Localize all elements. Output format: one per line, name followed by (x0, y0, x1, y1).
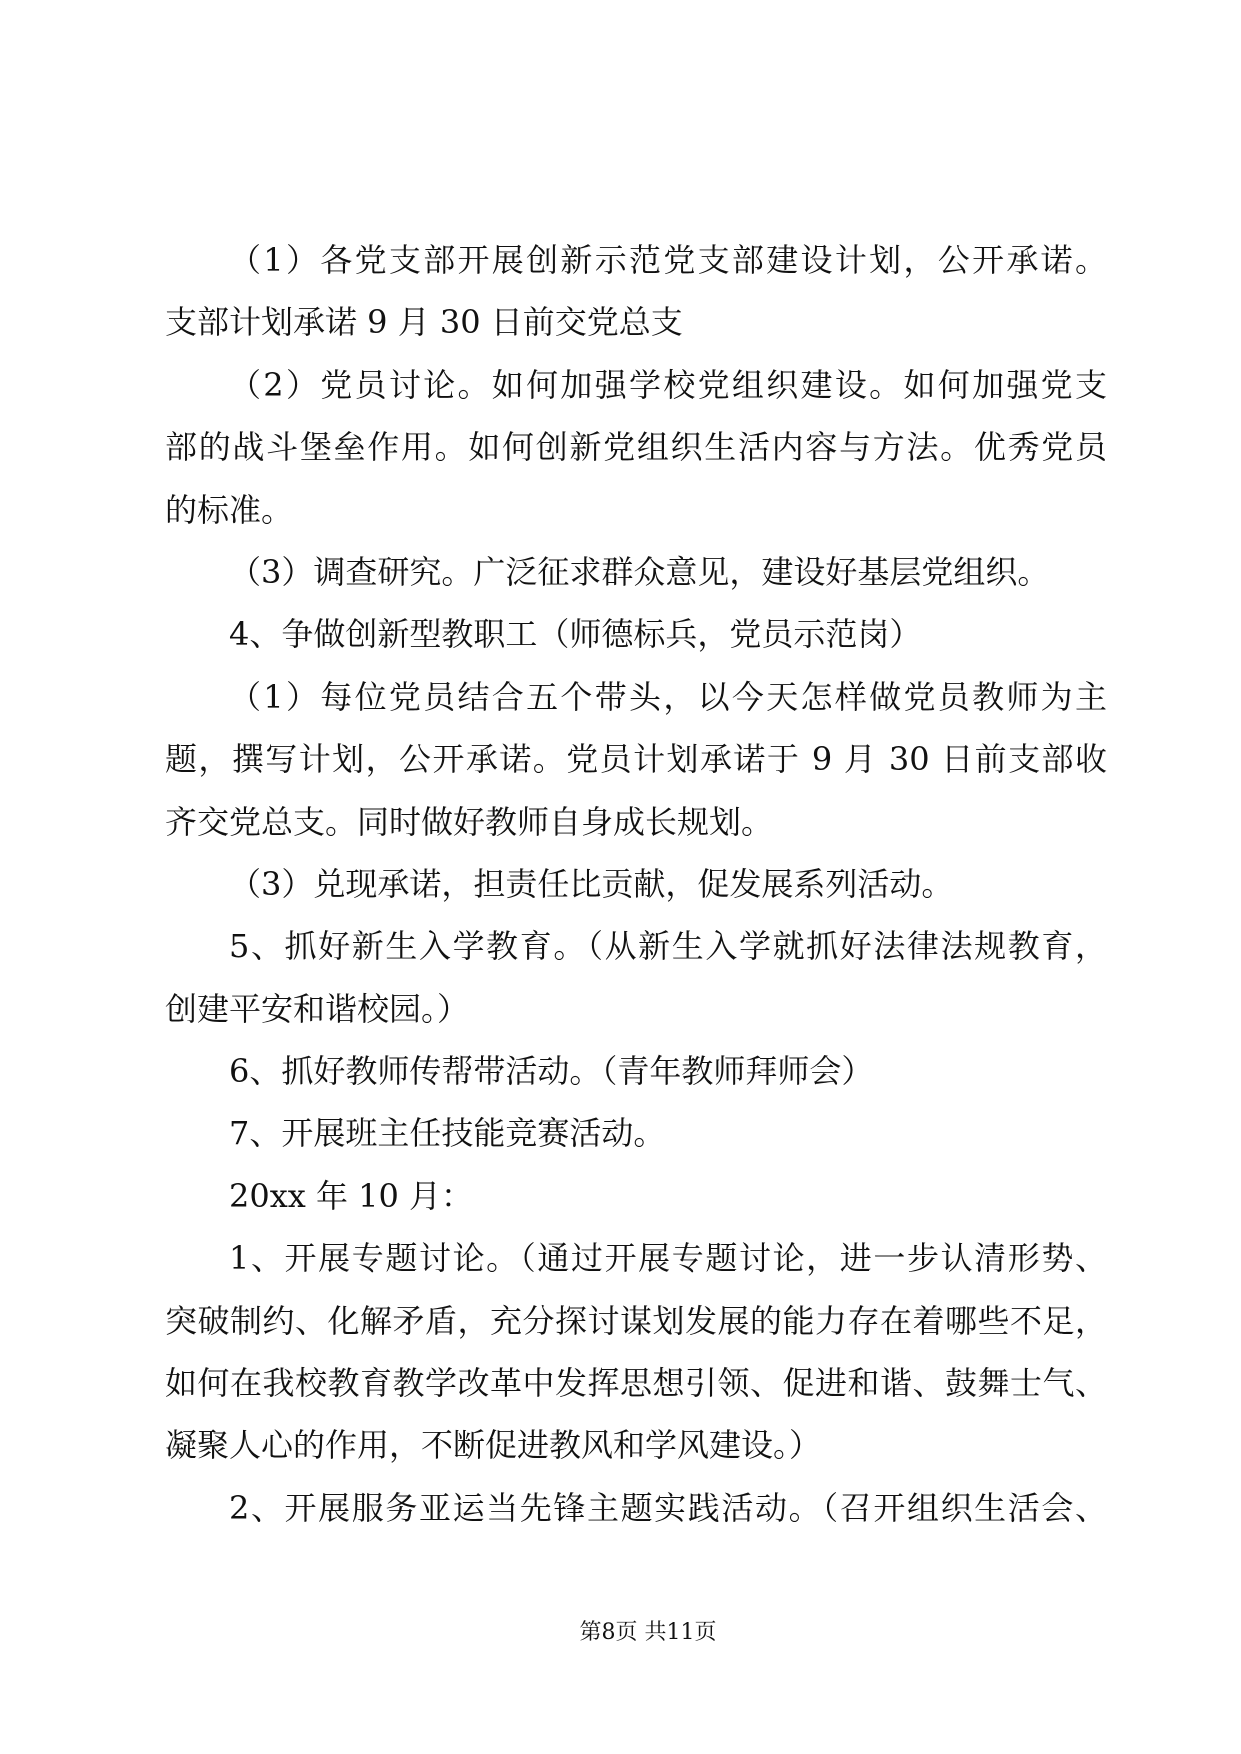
text-line: 的标准。 (165, 490, 294, 529)
text-line: 如何在我校教育教学改革中发挥思想引领、促进和谐、鼓舞士气、 (165, 1364, 1107, 1403)
text-line: 部的战斗堡垒作用。如何创新党组织生活内容与方法。优秀党员 (165, 428, 1107, 467)
paragraph (165, 915, 1107, 1040)
page-number-footer: 第8页 共11页 (579, 1620, 717, 1645)
text-line: （3）调查研究。广泛征求群众意见，建设好基层党组织。 (229, 552, 1050, 591)
text-line: 2、开展服务亚运当先锋主题实践活动。（召开组织生活会、 (229, 1488, 1107, 1527)
text-line: （1）各党支部开展创新示范党支部建设计划，公开承诺。 (229, 241, 1107, 279)
text-line: （3）兑现承诺，担责任比贡献，促发展系列活动。 (229, 864, 954, 903)
text-line: 齐交党总支。同时做好教师自身成长规划。 (165, 802, 774, 841)
paragraph (165, 229, 1107, 354)
text-line: 突破制约、化解矛盾，充分探讨谋划发展的能力存在着哪些不足， (165, 1301, 1107, 1340)
text-line: 6、抓好教师传帮带活动。（青年教师拜师会） (229, 1052, 874, 1091)
paragraph (165, 354, 1107, 541)
paragraph (165, 1165, 1107, 1227)
document-body (165, 229, 1107, 1539)
text-line: 支部计划承诺 9 月 30 日前交党总支 (165, 303, 683, 342)
paragraph (165, 1477, 1107, 1539)
text-line: （2）党员讨论。如何加强学校党组织建设。如何加强党支 (229, 365, 1107, 404)
text-line: 7、开展班主任技能竞赛活动。 (229, 1114, 666, 1153)
paragraph (165, 603, 1107, 665)
text-line: 5、抓好新生入学教育。（从新生入学就抓好法律法规教育， (229, 927, 1107, 966)
text-line: 凝聚人心的作用，不断促进教风和学风建设。） (165, 1426, 822, 1465)
paragraph (165, 1040, 1107, 1102)
text-line: 20xx 年 10 月： (229, 1176, 474, 1215)
text-line: 题，撰写计划，公开承诺。党员计划承诺于 9 月 30 日前支部收 (165, 740, 1107, 779)
paragraph (165, 541, 1107, 603)
text-line: 创建平安和谐校园。） (165, 989, 470, 1028)
paragraph (165, 1102, 1107, 1164)
text-line: 4、争做创新型教职工（师德标兵，党员示范岗） (229, 615, 922, 654)
text-line: （1）每位党员结合五个带头，以今天怎样做党员教师为主 (229, 677, 1107, 716)
text-line: 1、开展专题讨论。（通过开展专题讨论，进一步认清形势、 (229, 1239, 1107, 1278)
paragraph (165, 1227, 1107, 1477)
paragraph (165, 853, 1107, 915)
paragraph (165, 666, 1107, 853)
